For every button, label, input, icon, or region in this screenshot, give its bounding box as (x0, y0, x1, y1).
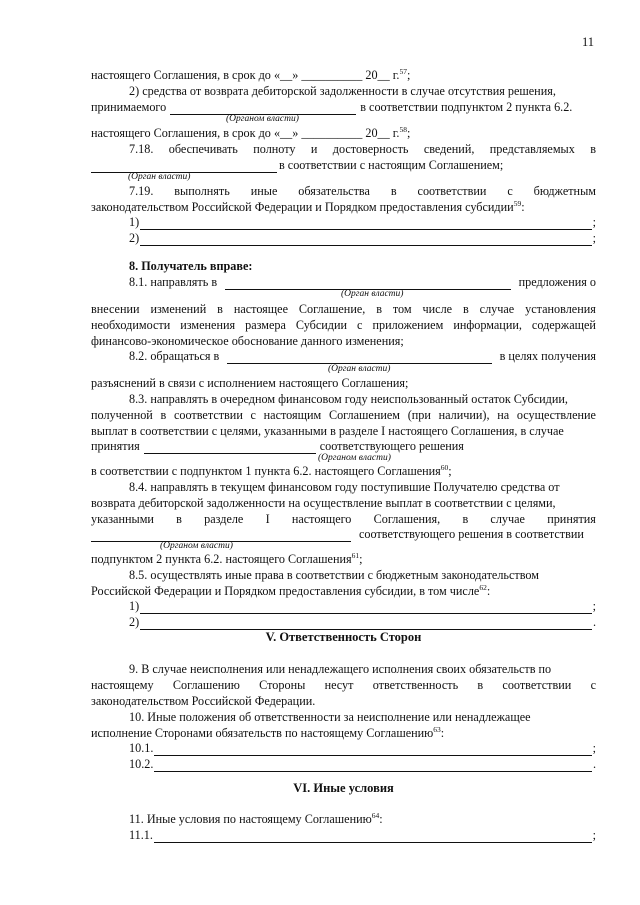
word: в (477, 678, 484, 692)
word: необходимости (91, 318, 171, 332)
footnote-ref: 58 (399, 125, 407, 134)
word: случае (490, 512, 525, 526)
word: полученной (91, 408, 153, 422)
text-line: 8.3. направлять в очередном финансовом году неиспользованный остаток Субсидии, (129, 392, 568, 406)
page-number: 11 (581, 35, 594, 49)
word: разделе (204, 512, 244, 526)
footnote-ref: 59 (513, 199, 522, 208)
word: содержащей (531, 318, 596, 332)
word: в (176, 512, 182, 526)
word: с (357, 318, 363, 332)
text-line: настоящего Соглашения, в срок до «__» __________ 20__ г.$^{58}$; (91, 125, 411, 140)
text-line: исполнение Сторонами обязательств по настоящему Соглашению$^{63}$: (91, 725, 445, 740)
section-heading: VI. Иные условия (293, 781, 394, 795)
text-line: соответствующего решения в соответствии (91, 526, 596, 542)
text-line: 8.4. направлять в текущем финансовом году поступившие Получателю средства от (129, 480, 560, 494)
word: с (590, 678, 596, 692)
word: информации, (453, 318, 522, 332)
word: Соглашения, (373, 512, 441, 526)
word: в (463, 302, 469, 316)
text-line: 9. В случае неисполнения или ненадлежащего исполнения своих обязательств по (129, 662, 552, 676)
word: 7.19. (129, 184, 154, 198)
word: настоящим (263, 408, 322, 422)
footnote-ref: 62 (479, 583, 487, 592)
text-line: 1) ; (129, 599, 596, 613)
fill-blank (140, 616, 592, 630)
word: ответственность (372, 678, 459, 692)
fill-blank (144, 440, 316, 454)
footnote-ref: 64 (371, 811, 380, 820)
word: обеспечивать (168, 142, 238, 156)
word: изменения (180, 318, 236, 332)
fill-blank (91, 528, 351, 542)
word: в (390, 184, 397, 198)
word: числе (422, 302, 453, 316)
word: указанными (91, 512, 154, 526)
word: бюджетным (533, 184, 596, 198)
word: настоящему (91, 678, 154, 692)
text-line: 2) . (129, 615, 596, 629)
fill-blank (154, 758, 592, 772)
text-line: выплат в соответствии с целями, указанными в разделе I настоящего Соглашения, в случае (91, 424, 564, 438)
word: в (217, 302, 223, 316)
text-line: 8.2. обращаться в в целях получения (129, 349, 596, 363)
word: установления (525, 302, 596, 316)
fill-blank (140, 232, 591, 246)
text-line: разъяснений в связи с исполнением настоящего Соглашения; (91, 376, 409, 390)
text-line: настоящего Соглашения, в срок до «__» __________ 20__ г.$^{57}$; (91, 67, 411, 82)
fill-blank (227, 350, 491, 364)
text-line: принятия соответствующего решения (91, 439, 464, 453)
text-line: в соответствии с настоящим Соглашением; (91, 157, 596, 173)
word: Стороны (259, 678, 306, 692)
word: настоящего (291, 512, 352, 526)
text-line: 8.5. осуществлять иные права в соответствии с бюджетным законодательством (129, 568, 539, 582)
word: приложением (372, 318, 444, 332)
field-caption: (Орган власти) (328, 364, 391, 374)
word: представляемых (489, 142, 575, 156)
word: том (392, 302, 412, 316)
word: (при (407, 408, 431, 422)
word: внесении (91, 302, 140, 316)
word: в (160, 408, 167, 422)
field-caption: (Органом власти) (160, 541, 233, 551)
text-line: 2) ; (129, 231, 596, 245)
text-line: 2) средства от возврата дебиторской задолженности в случае отсутствия решения, (129, 84, 556, 98)
text-line: 10.2. . (129, 757, 596, 771)
text-line: принимаемого в соответствии подпунктом 2 пункта 6.2. (91, 100, 573, 114)
footnote-ref: 63 (433, 725, 441, 734)
text-line: 8.1. направлять в предложения о (129, 275, 596, 289)
word: наличии), (438, 408, 490, 422)
justified-line (91, 301, 596, 317)
footnote-ref: 57 (399, 67, 407, 76)
text-line: законодательством Российской Федерации. (91, 694, 316, 708)
word: случае (479, 302, 515, 316)
word: Соглашению (172, 678, 240, 692)
word: несут (324, 678, 354, 692)
field-caption: (Органом власти) (318, 453, 391, 463)
word: с (250, 408, 256, 422)
word: изменений (150, 302, 207, 316)
word: сведений, (423, 142, 475, 156)
word: Субсидии (295, 318, 348, 332)
text-line: 11.1. ; (129, 828, 596, 842)
text-line: Российской Федерации и Порядком предоставления субсидии, в том числе$^{62}$: (91, 583, 491, 598)
word: принятия (547, 512, 596, 526)
word: на (497, 408, 510, 422)
footnote-ref: 60 (440, 463, 449, 472)
text-line: финансово-экономическое обоснование данного изменения; (91, 334, 404, 348)
word: полноту (253, 142, 296, 156)
word: выполнять (174, 184, 230, 198)
fill-blank (170, 101, 356, 115)
justified-line (91, 317, 596, 333)
word: с (507, 184, 513, 198)
justified-line (91, 677, 596, 693)
justified-line (91, 511, 596, 527)
word: Соглашением (328, 408, 400, 422)
field-caption: (Орган власти) (341, 289, 404, 299)
section-heading: 8. Получатель вправе: (129, 259, 253, 273)
word: иные (250, 184, 278, 198)
word: в (376, 302, 382, 316)
field-caption: (Органом власти) (226, 114, 299, 124)
text-line: 10.1. ; (129, 741, 596, 755)
fill-blank (91, 159, 277, 173)
word: Соглашение, (298, 302, 366, 316)
word: настоящее (233, 302, 288, 316)
justified-line (129, 183, 596, 199)
word: обязательства (298, 184, 370, 198)
text-line: 11. Иные условия по настоящему Соглашению$^{64}$: (129, 811, 383, 826)
word: в (590, 142, 596, 156)
field-caption: (Орган власти) (128, 172, 191, 182)
fill-blank (140, 600, 591, 614)
text-line: подпунктом 2 пункта 6.2. настоящего Соглашения$^{61}$; (91, 551, 363, 566)
word: соответствии (417, 184, 487, 198)
text-line: 10. Иные положения об ответственности за неисполнение или ненадлежащее (129, 710, 531, 724)
word: размера (245, 318, 286, 332)
word: I (265, 512, 270, 526)
word: достоверность (332, 142, 409, 156)
fill-blank (140, 216, 591, 230)
word: в (462, 512, 469, 526)
fill-blank (154, 829, 592, 843)
text-line: возврата дебиторской задолженности на осуществление выплат в соответствии с целями, (91, 496, 556, 510)
fill-blank (154, 742, 591, 756)
footnote-ref: 61 (351, 551, 360, 560)
word: осуществление (516, 408, 596, 422)
fill-blank (225, 276, 511, 290)
text-line: законодательством Российской Федерации и Порядком предоставления субсидии$^{59}$: (91, 199, 525, 214)
justified-line (129, 141, 596, 157)
section-heading: V. Ответственность Сторон (265, 630, 422, 644)
word: соответствии (173, 408, 243, 422)
word: соответствии (502, 678, 572, 692)
word: и (310, 142, 318, 156)
text-line: 1) ; (129, 215, 596, 229)
text-line: в соответствии с подпунктом 1 пункта 6.2. настоящего Соглашения$^{60}$; (91, 463, 452, 478)
word: 7.18. (129, 142, 154, 156)
justified-line (91, 407, 596, 423)
